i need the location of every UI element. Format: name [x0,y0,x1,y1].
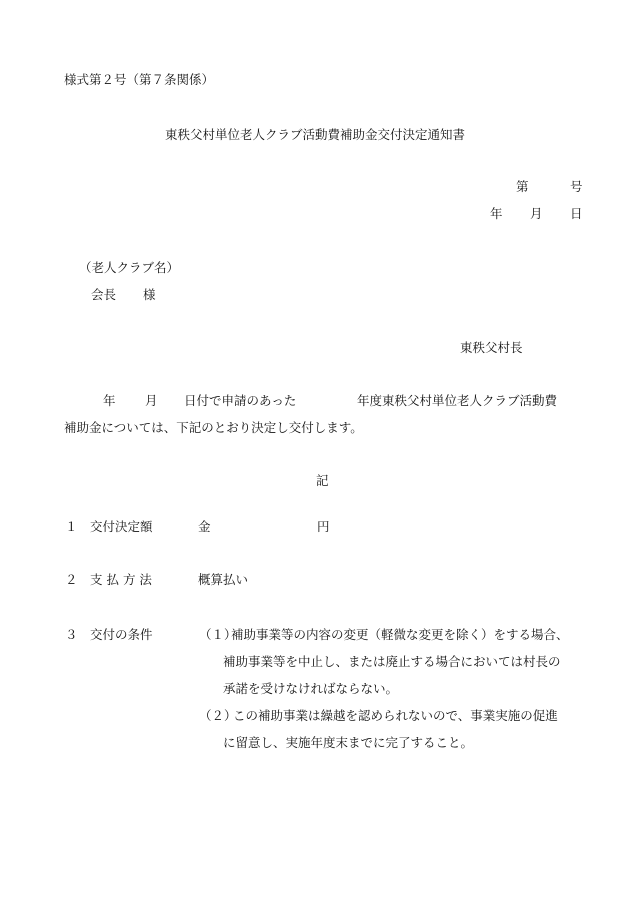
condition-1-marker: （１） [199,627,237,642]
item-2-value: 概算払い [198,572,249,587]
date-year: 年 [490,206,503,221]
recipient-club-name: （老人クラブ名） [79,260,180,275]
recipient-chair: 会長 [91,287,117,302]
item-1-number: １ [65,519,78,534]
item-2-label: 支 払 方 法 [90,572,152,587]
condition-2-line-2: に留意し、実施年度末までに完了すること。 [223,735,474,750]
condition-2-marker: （２） [199,708,237,723]
issuer-name: 東秩父村長 [460,340,523,355]
body-fiscal-phrase: 年度東秩父村単位老人クラブ活動費 [357,393,558,408]
item-1-label: 交付決定額 [90,519,153,534]
doc-number-dai: 第 [516,179,529,194]
item-1-value: 金 [198,519,211,534]
item-3-number: ３ [65,627,78,642]
item-2-number: ２ [65,572,78,587]
body-line-2: 補助金については、下記のとおり決定し交付します。 [64,420,363,435]
body-day-phrase: 日付で申請のあった [184,393,297,408]
condition-2-line-1: この補助事業は繰越を認められないので、事業実施の促進 [233,708,558,723]
document-title: 東秩父村単位老人クラブ活動費補助金交付決定通知書 [164,127,465,142]
ki-heading: 記 [316,473,329,488]
date-month: 月 [530,206,543,221]
date-day: 日 [570,206,583,221]
body-year: 年 [103,393,116,408]
item-1-unit: 円 [317,519,330,534]
condition-1-line-1: 補助事業等の内容の変更（軽微な変更を除く）をする場合、 [231,627,569,642]
form-label: 様式第２号（第７条関係） [64,72,215,87]
condition-1-line-2: 補助事業等を中止し、または廃止する場合においては村長の [223,654,561,669]
doc-number-go: 号 [570,179,583,194]
condition-1-line-3: 承諾を受けなければならない。 [223,681,399,696]
recipient-sama: 様 [143,287,156,302]
body-month: 月 [145,393,158,408]
item-3-label: 交付の条件 [90,627,153,642]
